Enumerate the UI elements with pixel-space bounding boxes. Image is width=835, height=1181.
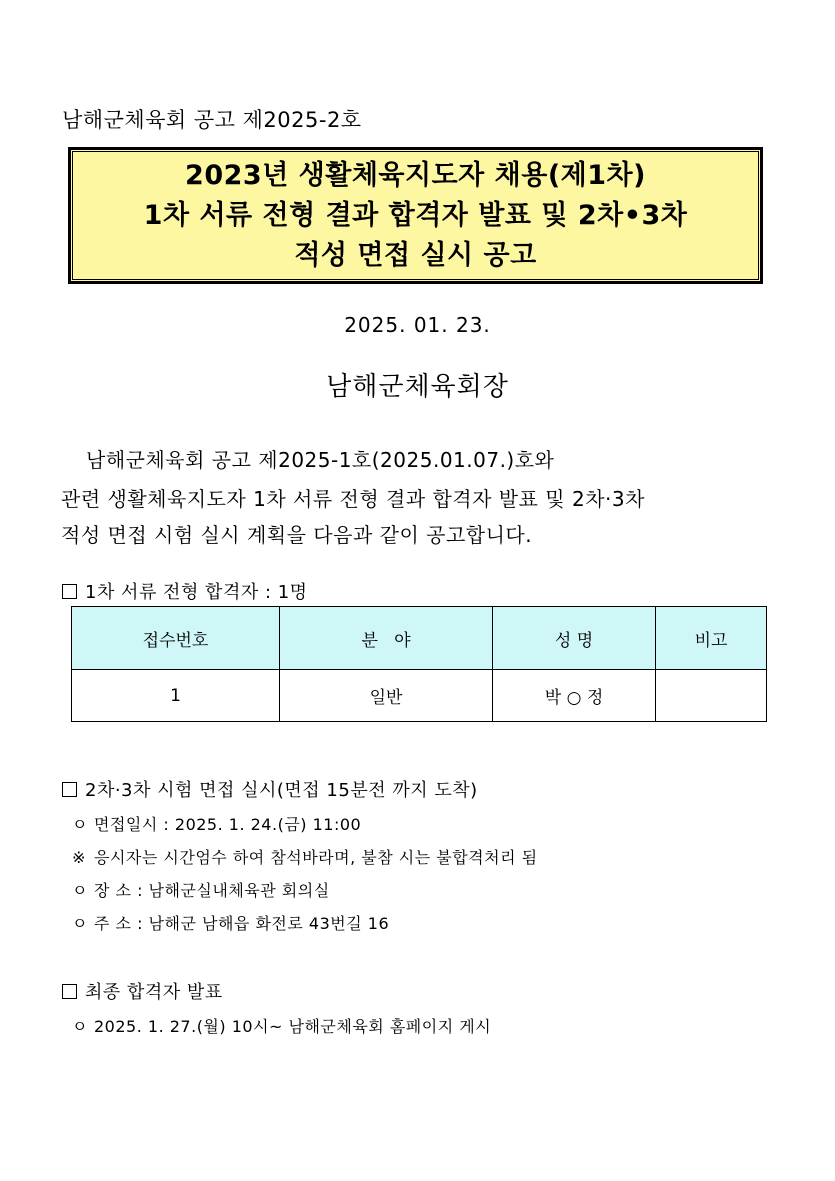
bullet: ㅇ (72, 815, 88, 834)
item-text: 2025. 1. 27.(월) 10시~ 남해군체육회 홈페이지 게시 (94, 1017, 492, 1036)
section-1-title: 1차 서류 전형 합격자 : 1명 (85, 582, 308, 603)
cell-name: 박 ○ 정 (493, 670, 656, 722)
title-line-1: 2023년 생활체육지도자 채용(제1차) (185, 159, 646, 191)
issuer: 남해군체육회장 (326, 372, 509, 402)
list-item (72, 845, 538, 868)
cell-field: 일반 (280, 670, 493, 722)
checkbox-square-icon (62, 584, 77, 599)
result-table (71, 606, 767, 722)
item-text: 응시자는 시간엄수 하여 참석바라며, 불참 시는 불합격처리 됨 (94, 848, 538, 867)
section-1-heading (62, 578, 308, 604)
header-receipt-no: 접수번호 (72, 607, 280, 670)
body-line-3: 적성 면접 시험 실시 계획을 다음과 같이 공고합니다. (61, 523, 533, 547)
section-3-title: 최종 합격자 발표 (85, 982, 223, 1003)
header-name: 성 명 (493, 607, 656, 670)
body-line-1: 남해군체육회 공고 제2025-1호(2025.01.07.)호와 (86, 448, 555, 472)
bullet: ※ (72, 848, 86, 867)
title-line-2: 1차 서류 전형 결과 합격자 발표 및 2차•3차 (143, 199, 688, 231)
list-item (72, 878, 330, 901)
item-text: 주 소 : 남해군 남해읍 화전로 43번길 16 (94, 914, 390, 933)
notice-number: 남해군체육회 공고 제2025-2호 (62, 108, 362, 132)
table-row (72, 670, 767, 722)
cell-remarks (656, 670, 767, 722)
cell-receipt-no: 1 (72, 670, 280, 722)
list-item (72, 812, 361, 835)
section-3-heading (62, 978, 223, 1004)
item-text: 면접일시 : 2025. 1. 24.(금) 11:00 (94, 815, 362, 834)
section-2-title: 2차·3차 시험 면접 실시(면접 15분전 까지 도착) (85, 780, 478, 801)
bullet: ㅇ (72, 914, 88, 933)
section-2-heading (62, 776, 478, 802)
header-field: 분 야 (280, 607, 493, 670)
list-item (72, 911, 389, 934)
item-text: 장 소 : 남해군실내체육관 회의실 (94, 881, 330, 900)
bullet: ㅇ (72, 1017, 88, 1036)
checkbox-square-icon (62, 984, 77, 999)
title-box (68, 147, 763, 284)
header-remarks: 비고 (656, 607, 767, 670)
body-line-2: 관련 생활체육지도자 1차 서류 전형 결과 합격자 발표 및 2차·3차 (61, 487, 645, 511)
title-line-3: 적성 면접 실시 공고 (294, 239, 537, 271)
list-item (72, 1014, 491, 1037)
checkbox-square-icon (62, 782, 77, 797)
table-header-row (72, 607, 767, 670)
notice-date: 2025. 01. 23. (344, 313, 491, 337)
bullet: ㅇ (72, 881, 88, 900)
